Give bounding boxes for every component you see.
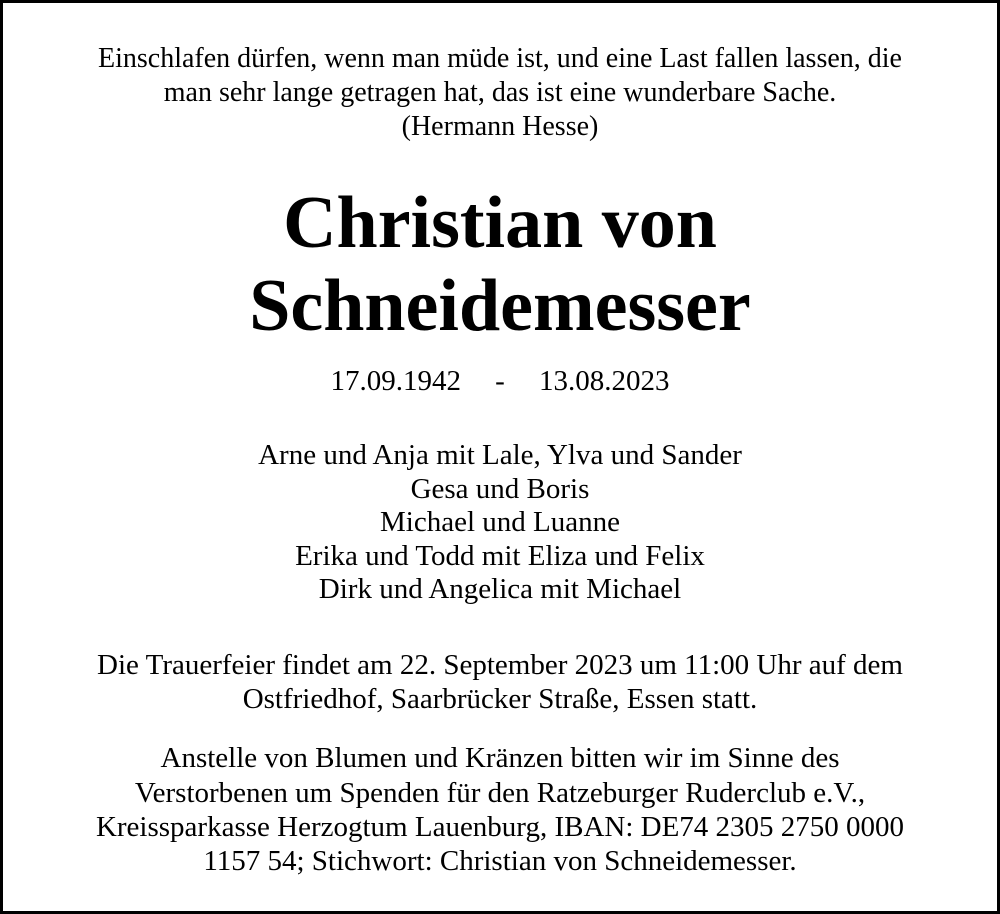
mourner-line: Erika und Todd mit Eliza und Felix xyxy=(295,540,705,572)
date-separator: - xyxy=(495,365,505,397)
ceremony-line: Die Trauerfeier findet am 22. September 2023 um 11:00 Uhr auf dem xyxy=(97,649,903,681)
mourner-line: Dirk und Angelica mit Michael xyxy=(318,573,682,605)
quote-author: (Hermann Hesse) xyxy=(401,111,599,142)
donation-line: Verstorbenen um Spenden für den Ratzeburger Ruderclub e.V., xyxy=(134,777,866,809)
name-line: Christian von xyxy=(283,182,717,264)
donation-line: Kreissparkasse Herzogtum Lauenburg, IBAN: DE74 2305 2750 0000 xyxy=(95,811,905,843)
ceremony-line: Ostfriedhof, Saarbrücker Straße, Essen statt. xyxy=(242,683,758,715)
mourner-line: Michael und Luanne xyxy=(380,506,620,538)
quote-line: Einschlafen dürfen, wenn man müde ist, und eine Last fallen lassen, die xyxy=(98,43,902,74)
donation-line: Anstelle von Blumen und Kränzen bitten wir im Sinne des xyxy=(160,742,840,774)
mourner-line: Gesa und Boris xyxy=(410,473,590,505)
quote-line: man sehr lange getragen hat, das ist eine wunderbare Sache. xyxy=(163,77,837,108)
life-dates xyxy=(3,365,997,397)
death-date: 13.08.2023 xyxy=(539,365,670,397)
birth-date: 17.09.1942 xyxy=(330,365,461,397)
donation-line: 1157 54; Stichwort: Christian von Schneidemesser. xyxy=(203,845,797,877)
mourner-line: Arne und Anja mit Lale, Ylva und Sander xyxy=(258,439,742,471)
name-line: Schneidemesser xyxy=(249,265,751,347)
